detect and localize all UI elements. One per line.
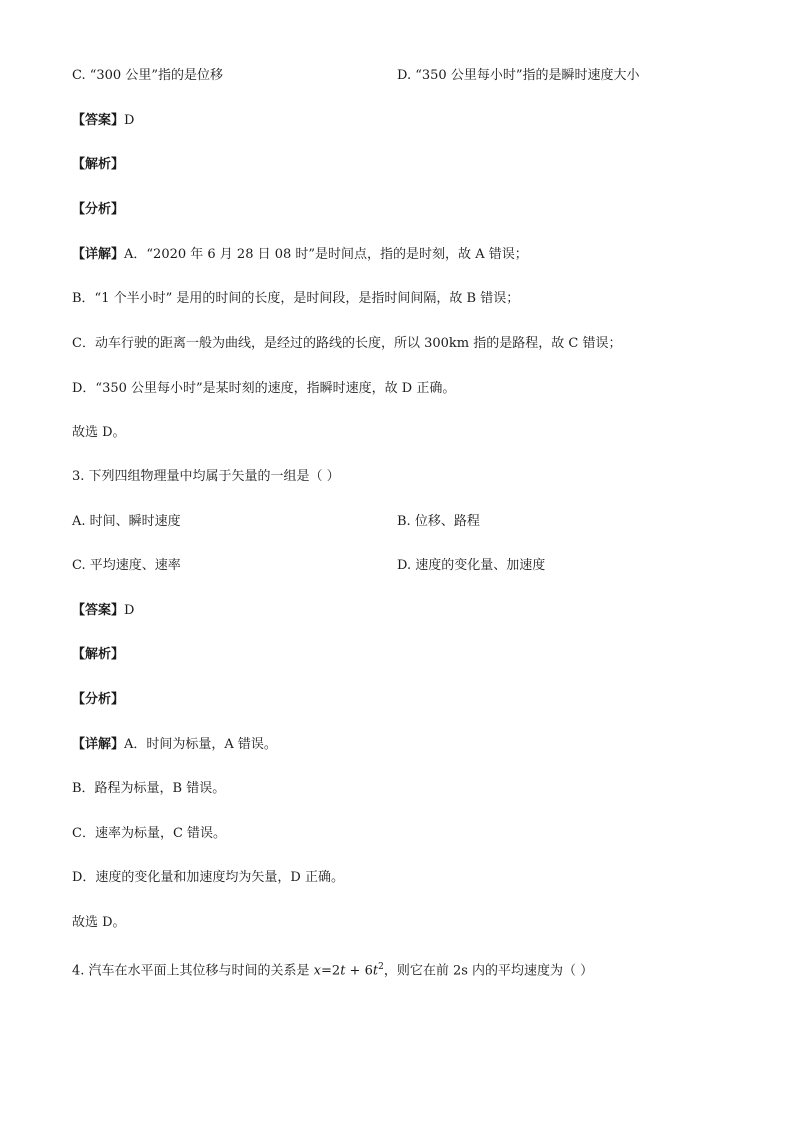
formula-t: t bbox=[372, 963, 379, 979]
analysis-tag: 【解析】 bbox=[72, 647, 125, 662]
q2-answer bbox=[72, 112, 134, 130]
formula-t: t bbox=[340, 963, 346, 979]
q3-option-c: C. 平均速度、速率 bbox=[72, 558, 181, 573]
q4-stem-before: 4. 汽车在水平面上其位移与时间的关系是 bbox=[72, 963, 314, 979]
q2-conclusion: 故选 D。 bbox=[72, 425, 126, 440]
q2-analysis-heading bbox=[72, 156, 124, 174]
q3-analysis-heading bbox=[72, 646, 124, 664]
q4-stem bbox=[72, 958, 593, 980]
answer-value: D bbox=[124, 113, 135, 128]
q3-detail-c: C．速率为标量，C 错误。 bbox=[72, 826, 227, 841]
formula-part: =2 bbox=[321, 963, 341, 979]
q4-stem-after: ，则它在前 2s 内的平均速度为（ ） bbox=[383, 963, 594, 979]
q3-option-d: D. 速度的变化量、加速度 bbox=[397, 558, 546, 573]
formula-exponent: 2 bbox=[378, 962, 384, 972]
analysis-tag: 【解析】 bbox=[72, 157, 125, 172]
answer-tag: 【答案】 bbox=[72, 603, 125, 618]
q2-detail-d: D．“350 公里每小时”是某时刻的速度，指瞬时速度，故 D 正确。 bbox=[72, 381, 456, 396]
q2-detail-b: B．“1 个半小时” 是用的时间的长度，是时间段，是指时间间隔，故 B 错误； bbox=[72, 291, 520, 306]
q2-detail-a bbox=[72, 246, 528, 264]
formula-part: + 6 bbox=[345, 963, 373, 979]
detail-text: A．“2020 年 6 月 28 日 08 时”是时间点，指的是时刻，故 A 错误； bbox=[124, 247, 528, 262]
q3-option-a: A. 时间、瞬时速度 bbox=[72, 514, 181, 529]
q3-detail-a bbox=[72, 736, 277, 754]
q3-fenxi-heading bbox=[72, 691, 124, 709]
q2-option-d: D. “350 公里每小时”指的是瞬时速度大小 bbox=[397, 68, 640, 83]
fenxi-tag: 【分析】 bbox=[72, 692, 125, 707]
q2-detail-c: C．动车行驶的距离一般为曲线，是经过的路线的长度，所以 300km 指的是路程，故 C 错误； bbox=[72, 336, 622, 351]
formula-x: x bbox=[313, 963, 322, 979]
q3-option-b: B. 位移、路程 bbox=[397, 514, 480, 529]
fenxi-tag: 【分析】 bbox=[72, 202, 125, 217]
q3-stem: 3. 下列四组物理量中均属于矢量的一组是（ ） bbox=[72, 469, 340, 484]
detail-tag: 【详解】 bbox=[72, 737, 125, 752]
q3-detail-d: D．速度的变化量和加速度均为矢量，D 正确。 bbox=[72, 870, 344, 885]
q2-fenxi-heading bbox=[72, 201, 124, 219]
q3-answer bbox=[72, 602, 134, 620]
detail-tag: 【详解】 bbox=[72, 247, 125, 262]
answer-value: D bbox=[124, 603, 135, 618]
q2-option-c: C. “300 公里”指的是位移 bbox=[72, 68, 223, 83]
q3-detail-b: B．路程为标量，B 错误。 bbox=[72, 781, 226, 796]
answer-tag: 【答案】 bbox=[72, 113, 125, 128]
detail-text: A．时间为标量，A 错误。 bbox=[124, 737, 277, 752]
q3-conclusion: 故选 D。 bbox=[72, 915, 126, 930]
